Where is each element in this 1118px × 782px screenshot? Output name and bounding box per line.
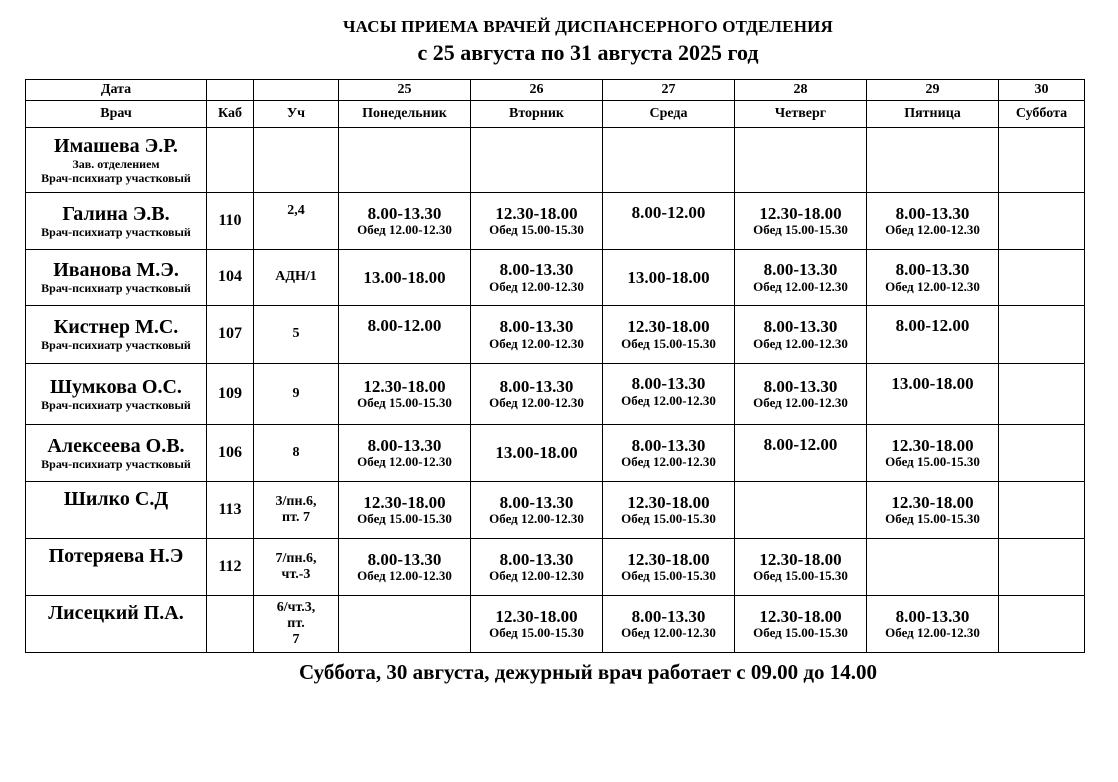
area-cell [254, 539, 339, 596]
schedule-cell [999, 193, 1085, 250]
work-hours: 12.30-18.00 [627, 549, 710, 569]
day-name: Вторник [471, 101, 603, 128]
page-subtitle: с 25 августа по 31 августа 2025 год [417, 40, 759, 65]
schedule-cell [339, 482, 471, 539]
lunch-break: Обед 12.00-12.30 [753, 278, 848, 294]
work-hours: 8.00-13.30 [631, 374, 706, 393]
doctor-row [26, 482, 1085, 539]
schedule-cell [867, 425, 999, 482]
schedule-cell [999, 596, 1085, 653]
work-hours: 8.00-12.00 [763, 435, 838, 454]
work-hours: 13.00-18.00 [627, 267, 710, 287]
area-line: 9 [292, 385, 300, 401]
area-line: 2,4 [287, 203, 305, 218]
work-hours: 8.00-12.00 [367, 316, 442, 335]
doctor-name: Шилко С.Д [63, 488, 169, 510]
schedule-cell [471, 128, 603, 193]
day-name: Понедельник [339, 101, 471, 128]
schedule-cell [735, 193, 867, 250]
work-hours: 8.00-13.30 [499, 317, 574, 337]
date-cell: 29 [867, 80, 999, 101]
doctor-cell [26, 364, 207, 425]
doctor-row [26, 250, 1085, 306]
date-label: Дата [26, 80, 207, 101]
schedule-cell [999, 306, 1085, 364]
area-cell [254, 596, 339, 653]
schedule-cell [603, 306, 735, 364]
work-hours: 8.00-13.30 [895, 606, 970, 626]
lunch-break: Обед 15.00-15.30 [357, 511, 452, 527]
doctor-name: Лисецкий П.А. [48, 602, 184, 624]
doctor-name: Алексеева О.В. [47, 434, 185, 457]
work-hours: 12.30-18.00 [495, 203, 578, 223]
schedule-cell [999, 364, 1085, 425]
schedule-cell [339, 128, 471, 193]
work-hours: 8.00-13.30 [499, 549, 574, 569]
work-hours: 13.00-18.00 [363, 267, 446, 287]
schedule-cell [735, 250, 867, 306]
work-hours: 8.00-13.30 [763, 260, 838, 280]
day-name: Пятница [867, 101, 999, 128]
schedule-cell [867, 128, 999, 193]
doctor-name: Имашева Э.Р. [54, 134, 178, 157]
schedule-cell [999, 539, 1085, 596]
work-hours: 12.30-18.00 [363, 376, 446, 396]
lunch-break: Обед 12.00-12.30 [489, 335, 584, 351]
schedule-cell [603, 128, 735, 193]
doctor-position: Врач-психиатр участковый [41, 281, 191, 296]
doctor-name: Потеряева Н.Э [48, 545, 184, 567]
cabinet-cell: 109 [207, 364, 254, 425]
cabinet-cell: 110 [207, 193, 254, 250]
doctor-position: Врач-психиатр участковый [41, 170, 191, 185]
schedule-cell [603, 596, 735, 653]
schedule-cell [735, 482, 867, 539]
lunch-break: Обед 12.00-12.30 [489, 395, 584, 411]
schedule-cell [603, 193, 735, 250]
doctor-position: Врач-психиатр участковый [41, 397, 191, 412]
schedule-cell [867, 539, 999, 596]
schedule-cell [603, 364, 735, 425]
lunch-break: Обед 12.00-12.30 [621, 625, 716, 641]
work-hours: 12.30-18.00 [759, 549, 842, 569]
doctor-cell [26, 539, 207, 596]
footer-note: Суббота, 30 августа, дежурный врач работает с 09.00 до 14.00 [298, 660, 877, 684]
lunch-break: Обед 12.00-12.30 [885, 278, 980, 294]
doctor-position: Врач-психиатр участковый [41, 338, 191, 353]
lunch-break: Обед 12.00-12.30 [621, 454, 716, 470]
doctor-row [26, 596, 1085, 653]
work-hours: 13.00-18.00 [891, 374, 974, 393]
area-line: 6/чт.3, [276, 599, 316, 615]
lunch-break: Обед 15.00-15.30 [621, 335, 716, 351]
doctor-row [26, 539, 1085, 596]
cabinet-cell [207, 128, 254, 193]
cabinet-label: Каб [207, 101, 254, 128]
work-hours: 12.30-18.00 [627, 317, 710, 337]
date-cell: 30 [999, 80, 1085, 101]
cabinet-cell [207, 596, 254, 653]
lunch-break: Обед 15.00-15.30 [885, 454, 980, 470]
work-hours: 12.30-18.00 [891, 492, 974, 512]
area-cell [254, 250, 339, 306]
lunch-break: Обед 15.00-15.30 [753, 568, 848, 584]
work-hours: 8.00-13.30 [631, 435, 706, 455]
doctor-cell [26, 482, 207, 539]
date-cell: 25 [339, 80, 471, 101]
doctor-cell [26, 425, 207, 482]
doctor-position: Зав. отделением [72, 156, 160, 171]
doctor-row [26, 128, 1085, 193]
area-line: 8 [292, 444, 300, 460]
schedule-cell [735, 364, 867, 425]
schedule-cell [471, 539, 603, 596]
work-hours: 8.00-13.30 [631, 606, 706, 626]
schedule-cell [867, 306, 999, 364]
cabinet-cell: 107 [207, 306, 254, 364]
lunch-break: Обед 15.00-15.30 [753, 222, 848, 238]
work-hours: 8.00-13.30 [895, 260, 970, 280]
schedule-cell [603, 425, 735, 482]
schedule-cell [735, 539, 867, 596]
work-hours: 8.00-13.30 [367, 203, 442, 223]
schedule-cell [999, 128, 1085, 193]
lunch-break: Обед 12.00-12.30 [489, 568, 584, 584]
work-hours: 13.00-18.00 [495, 443, 578, 463]
area-cell [254, 306, 339, 364]
schedule-cell [735, 425, 867, 482]
doctor-row [26, 364, 1085, 425]
lunch-break: Обед 12.00-12.30 [357, 454, 452, 470]
schedule-cell [867, 250, 999, 306]
cabinet-cell: 104 [207, 250, 254, 306]
schedule-cell [735, 128, 867, 193]
area-line: чт.-3 [281, 567, 311, 582]
schedule-cell [339, 306, 471, 364]
lunch-break: Обед 15.00-15.30 [489, 222, 584, 238]
lunch-break: Обед 15.00-15.30 [621, 511, 716, 527]
schedule-cell [339, 250, 471, 306]
lunch-break: Обед 12.00-12.30 [885, 222, 980, 238]
schedule-cell [339, 193, 471, 250]
work-hours: 12.30-18.00 [363, 492, 446, 512]
cabinet-cell: 113 [207, 482, 254, 539]
doctor-position: Врач-психиатр участковый [41, 456, 191, 471]
schedule-cell [867, 482, 999, 539]
schedule-cell [471, 193, 603, 250]
doctor-row [26, 425, 1085, 482]
day-name: Суббота [999, 101, 1085, 128]
work-hours: 8.00-13.30 [367, 549, 442, 569]
header-row-days [26, 101, 1085, 128]
work-hours: 12.30-18.00 [495, 606, 578, 626]
work-hours: 8.00-13.30 [895, 203, 970, 223]
work-hours: 12.30-18.00 [759, 203, 842, 223]
area-line: 7 [292, 632, 300, 648]
area-cell [254, 425, 339, 482]
area-line: АДН/1 [275, 269, 317, 285]
area-cell [254, 482, 339, 539]
lunch-break: Обед 12.00-12.30 [885, 625, 980, 641]
page-title: ЧАСЫ ПРИЕМА ВРАЧЕЙ ДИСПАНСЕРНОГО ОТДЕЛЕНИЯ [342, 17, 834, 36]
lunch-break: Обед 15.00-15.30 [621, 568, 716, 584]
work-hours: 12.30-18.00 [759, 606, 842, 626]
schedule-cell [339, 596, 471, 653]
area-label: Уч [254, 101, 339, 128]
area-line: пт. 7 [282, 510, 310, 525]
doctor-position: Врач-психиатр участковый [41, 224, 191, 239]
area-line: 3/пн.6, [275, 493, 317, 509]
schedule-cell [603, 250, 735, 306]
doctor-name: Галина Э.В. [62, 202, 170, 225]
schedule-cell [471, 596, 603, 653]
doctor-label: Врач [26, 101, 207, 128]
doctor-cell [26, 193, 207, 250]
cabinet-cell: 106 [207, 425, 254, 482]
doctor-name: Иванова М.Э. [53, 259, 179, 282]
day-name: Четверг [735, 101, 867, 128]
doctor-name: Шумкова О.С. [50, 375, 182, 398]
work-hours: 8.00-13.30 [499, 260, 574, 280]
lunch-break: Обед 12.00-12.30 [753, 395, 848, 411]
schedule-cell [339, 425, 471, 482]
schedule-cell [471, 425, 603, 482]
date-cell: 28 [735, 80, 867, 101]
doctor-name: Кистнер М.С. [53, 316, 179, 339]
doctor-row [26, 193, 1085, 250]
schedule-cell [867, 364, 999, 425]
lunch-break: Обед 12.00-12.30 [357, 568, 452, 584]
doctor-cell [26, 250, 207, 306]
cabinet-cell: 112 [207, 539, 254, 596]
header-row-dates [26, 80, 1085, 101]
area-line: 5 [292, 326, 300, 342]
doctor-cell [26, 128, 207, 193]
date-cell: 27 [603, 80, 735, 101]
schedule-cell [603, 539, 735, 596]
area-cell [254, 128, 339, 193]
work-hours: 12.30-18.00 [627, 492, 710, 512]
area-line: пт. [287, 615, 305, 631]
work-hours: 8.00-13.30 [499, 376, 574, 396]
lunch-break: Обед 12.00-12.30 [753, 335, 848, 351]
schedule-cell [999, 425, 1085, 482]
schedule-cell [339, 539, 471, 596]
schedule-cell [735, 306, 867, 364]
lunch-break: Обед 12.00-12.30 [489, 511, 584, 527]
work-hours: 12.30-18.00 [891, 435, 974, 455]
schedule-cell [735, 596, 867, 653]
schedule-cell [867, 193, 999, 250]
lunch-break: Обед 12.00-12.30 [357, 222, 452, 238]
work-hours: 8.00-13.30 [367, 435, 442, 455]
schedule-cell [471, 250, 603, 306]
schedule-cell [471, 306, 603, 364]
lunch-break: Обед 12.00-12.30 [489, 278, 584, 294]
lunch-break: Обед 15.00-15.30 [357, 395, 452, 411]
schedule-cell [999, 250, 1085, 306]
area-line: 7/пн.6, [275, 550, 317, 566]
work-hours: 8.00-13.30 [763, 376, 838, 396]
schedule-cell [867, 596, 999, 653]
work-hours: 8.00-12.00 [895, 316, 970, 335]
doctor-row [26, 306, 1085, 364]
doctor-cell [26, 306, 207, 364]
schedule-cell [999, 482, 1085, 539]
schedule-cell [471, 364, 603, 425]
schedule-table [25, 79, 1085, 653]
lunch-break: Обед 12.00-12.30 [621, 392, 716, 408]
work-hours: 8.00-13.30 [499, 492, 574, 512]
lunch-break: Обед 15.00-15.30 [489, 625, 584, 641]
lunch-break: Обед 15.00-15.30 [753, 625, 848, 641]
empty-header-cell [254, 80, 339, 101]
day-name: Среда [603, 101, 735, 128]
area-cell [254, 193, 339, 250]
date-cell: 26 [471, 80, 603, 101]
schedule-cell [471, 482, 603, 539]
lunch-break: Обед 15.00-15.30 [885, 511, 980, 527]
work-hours: 8.00-12.00 [631, 203, 706, 222]
schedule-cell [339, 364, 471, 425]
area-cell [254, 364, 339, 425]
schedule-cell [603, 482, 735, 539]
empty-header-cell [207, 80, 254, 101]
work-hours: 8.00-13.30 [763, 317, 838, 337]
doctor-cell [26, 596, 207, 653]
